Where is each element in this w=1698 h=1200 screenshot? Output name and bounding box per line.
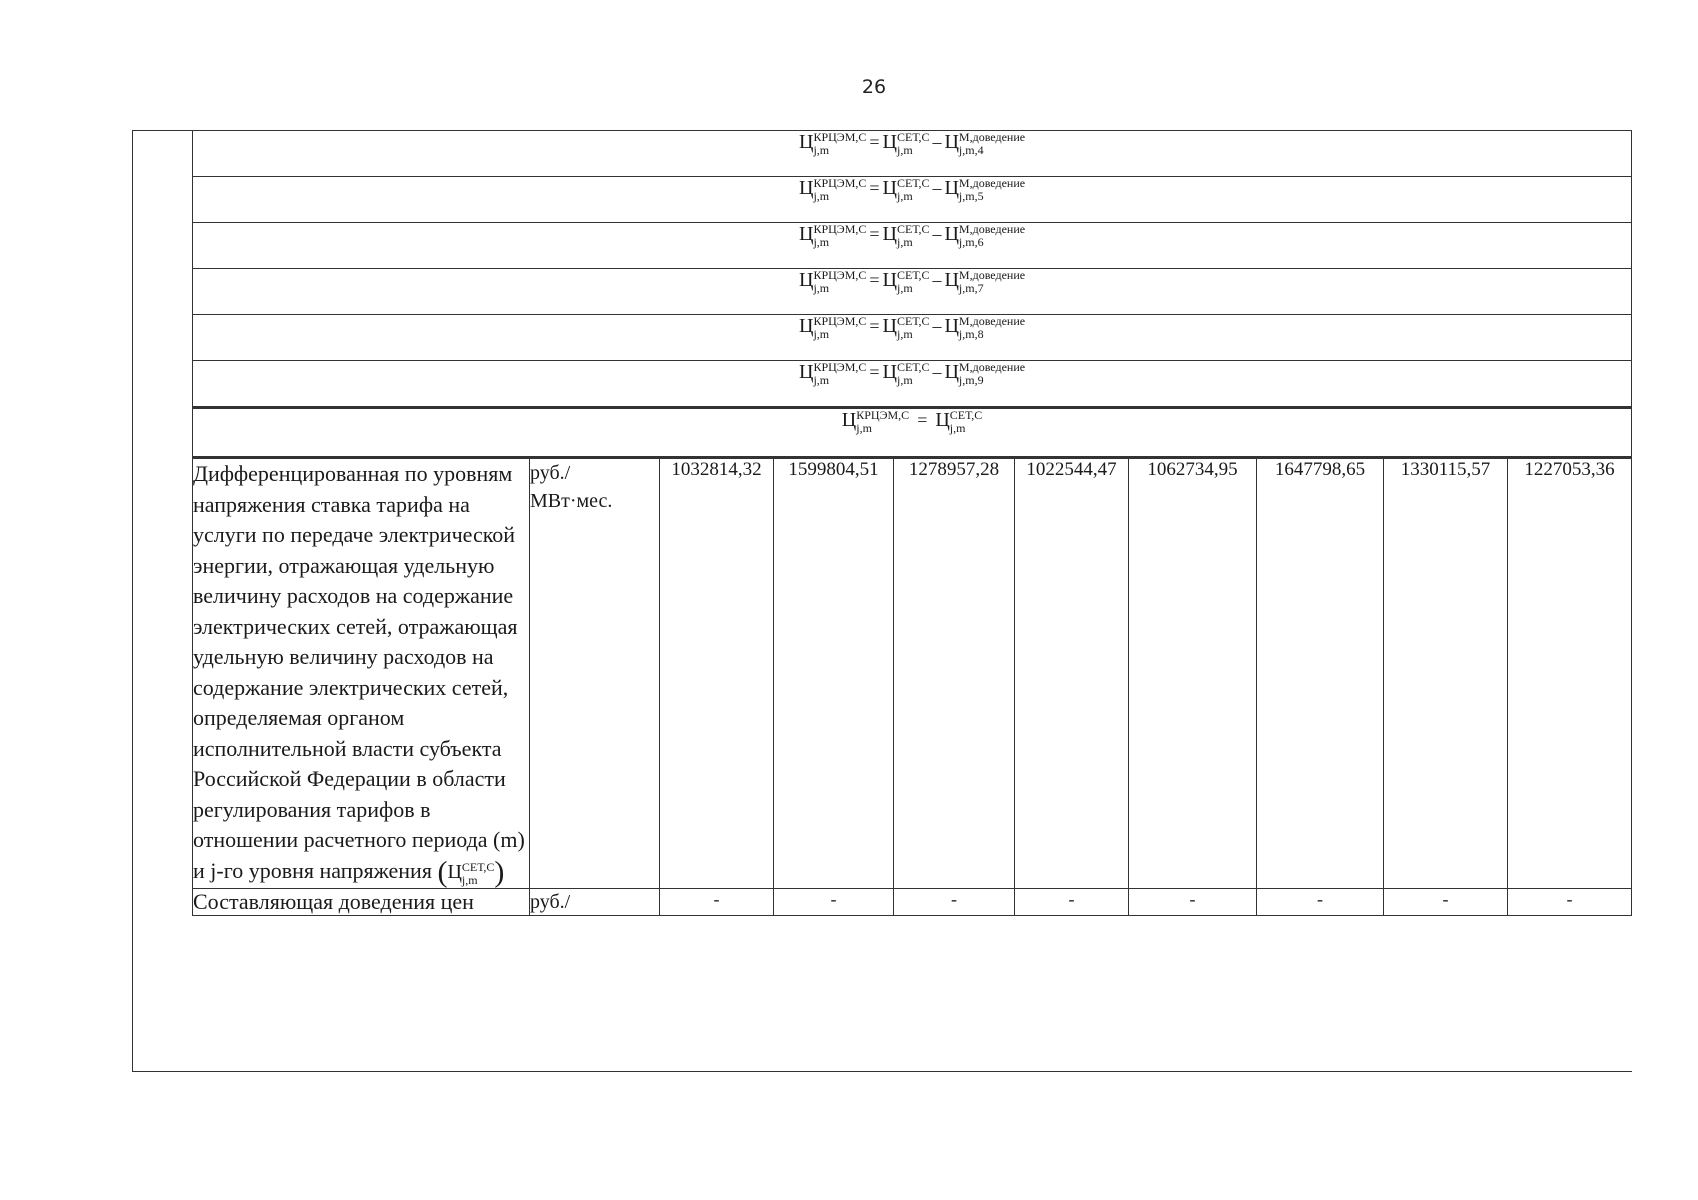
formula-row	[193, 361, 1632, 408]
formula-row-final	[193, 408, 1632, 458]
rate-value: 1062734,95	[1129, 458, 1257, 889]
adjustment-row	[193, 888, 1632, 915]
formula-row	[193, 315, 1632, 361]
adjustment-value: -	[1129, 888, 1257, 915]
rate-value: 1032814,32	[660, 458, 774, 889]
rate-formula: Ц СЕТ,С j,m	[447, 860, 495, 888]
formula: Ц КРЦЭМ,С j,m = Ц СЕТ,С j,m – Ц М,доведение j,m,4	[798, 130, 1026, 157]
rate-value: 1022544,47	[1015, 458, 1129, 889]
rate-unit: руб./ МВт·мес.	[530, 458, 660, 889]
rate-value: 1647798,65	[1257, 458, 1384, 889]
formula: Ц КРЦЭМ,С j,m = Ц СЕТ,С j,m – Ц М,доведение j,m,5	[798, 176, 1026, 203]
adjustment-value: -	[1015, 888, 1129, 915]
adjustment-value: -	[660, 888, 774, 915]
formula-row	[193, 223, 1632, 269]
formula: Ц КРЦЭМ,С j,m = Ц СЕТ,С j,m – Ц М,доведение j,m,7	[798, 268, 1026, 295]
formula: Ц КРЦЭМ,С j,m = Ц СЕТ,С j,m – Ц М,доведение j,m,6	[798, 222, 1026, 249]
formula: Ц КРЦЭМ,С j,m = Ц СЕТ,С j,m – Ц М,доведение j,m,9	[798, 360, 1026, 387]
adjustment-value: -	[774, 888, 894, 915]
rate-row	[193, 458, 1632, 889]
adjustment-value: -	[894, 888, 1015, 915]
tariff-table	[192, 130, 1632, 916]
rate-value: 1599804,51	[774, 458, 894, 889]
formula-final: Ц КРЦЭМ,С j,m = Ц СЕТ,С j,m	[841, 408, 983, 435]
adjustment-description: Составляющая доведения цен	[193, 888, 530, 915]
rate-value: 1278957,28	[894, 458, 1015, 889]
rate-value: 1227053,36	[1508, 458, 1632, 889]
rate-description: Дифференцированная по уровням напряжения ставка тарифа на услуги по передаче электрической энергии, отражающая удельную величину расходов на содержание электрических сетей, отражающая удельную величину расходов на содержание электрических сетей, определяемая органом исполнительной власти субъекта Российской Федерации в области регулирования тарифов в отношении расчетного периода (m) и j-го уровня напряжения (Ц СЕТ,С j,m )	[193, 458, 530, 889]
adjustment-value: -	[1384, 888, 1508, 915]
formula-row	[193, 269, 1632, 315]
adjustment-unit: руб./	[530, 888, 660, 915]
formula-row	[193, 131, 1632, 177]
page-number: 26	[861, 76, 887, 98]
rate-value: 1330115,57	[1384, 458, 1508, 889]
formula-row	[193, 177, 1632, 223]
formula: Ц КРЦЭМ,С j,m = Ц СЕТ,С j,m – Ц М,доведение j,m,8	[798, 314, 1026, 341]
adjustment-value: -	[1257, 888, 1384, 915]
adjustment-value: -	[1508, 888, 1632, 915]
